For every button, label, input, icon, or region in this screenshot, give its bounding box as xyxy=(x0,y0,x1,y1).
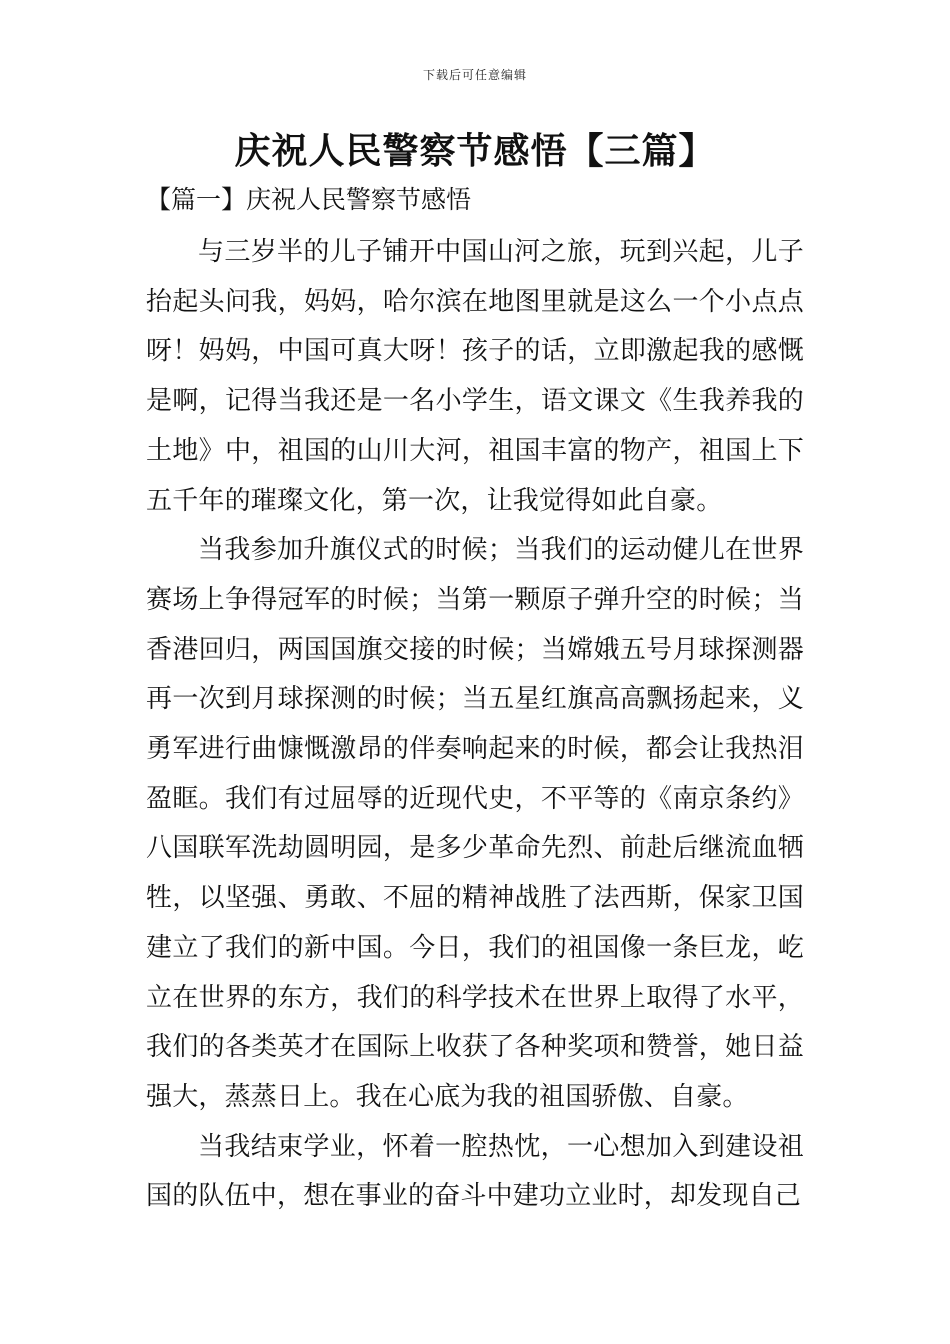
paragraph-1: 与三岁半的儿子铺开中国山河之旅，玩到兴起，儿子抬起头问我，妈妈，哈尔滨在地图里就是这么一个小点点呀！妈妈，中国可真大呀！孩子的话，立即激起我的感慨是啊，记得当我还是一名小学生，语文课文《生我养我的土地》中，祖国的山川大河，祖国丰富的物产，祖国上下五千年的璀璨文化，第一次，让我觉得如此自豪。 xyxy=(146,237,804,516)
header-note: 下载后可任意编辑 xyxy=(422,68,527,82)
section-heading: 【篇一】庆祝人民警察节感悟 xyxy=(146,185,472,214)
paragraph-2: 当我参加升旗仪式的时候；当我们的运动健儿在世界赛场上争得冠军的时候；当第一颗原子弹升空的时候；当香港回归，两国国旗交接的时候；当嫦娥五号月球探测器再一次到月球探测的时候；当五星红旗高高飘扬起来，义勇军进行曲慷慨激昂的伴奏响起来的时候，都会让我热泪盈眶。我们有过屈辱的近现代史，不平等的《南京条约》八国联军洗劫圆明园，是多少革命先烈、前赴后继流血牺牲，以坚强、勇敢、不屈的精神战胜了法西斯，保家卫国建立了我们的新中国。今日，我们的祖国像一条巨龙，屹立在世界的东方，我们的科学技术在世界上取得了水平，我们的各类英才在国际上收获了各种奖项和赞誉，她日益强大，蒸蒸日上。我在心底为我的祖国骄傲、自豪。 xyxy=(146,535,804,1112)
body-text xyxy=(146,228,804,1222)
page-title: 庆祝人民警察节感悟【三篇】 xyxy=(234,130,716,172)
paragraph-3: 当我结束学业，怀着一腔热忱，一心想加入到建设祖国的队伍中，想在事业的奋斗中建功立业时，却发现自己 xyxy=(146,1131,804,1212)
